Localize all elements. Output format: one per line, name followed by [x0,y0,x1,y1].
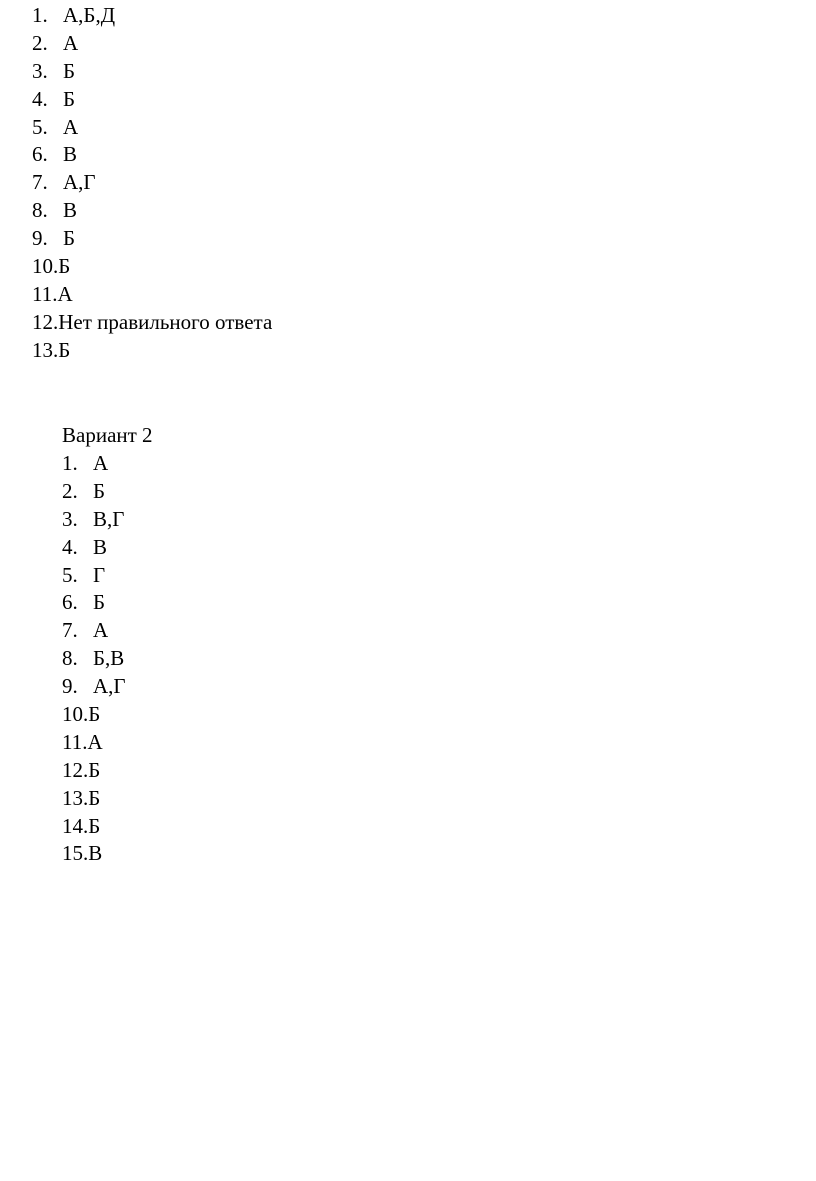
item-number: 5. [32,114,48,139]
item-answer: А,Г [63,170,96,195]
list-item [32,197,272,225]
item-answer: В [93,534,108,559]
item-answer: А [93,618,109,643]
item-number: 9. [62,674,78,699]
item-number: 15. [62,841,89,866]
answer-list-variant-2 [62,450,126,868]
item-answer: В [63,198,78,223]
list-item [62,729,126,757]
item-answer: Б [88,785,101,810]
item-number: 4. [32,86,48,111]
item-answer: Б [88,702,101,727]
list-item [62,673,126,701]
item-answer: Б [93,478,106,503]
item-number: 8. [32,198,48,223]
item-answer: Б [58,337,71,362]
list-item [32,114,272,142]
list-item [32,309,272,337]
list-item [62,478,126,506]
item-answer: Нет правильного ответа [58,309,273,334]
list-item [32,2,272,30]
list-item [32,58,272,86]
list-item [62,840,126,868]
list-item [62,757,126,785]
item-answer: Б [63,86,76,111]
list-item [32,30,272,58]
item-answer: Б [58,254,71,279]
list-item [62,617,126,645]
item-number: 11. [32,281,58,306]
list-item [62,701,126,729]
list-item [32,253,272,281]
list-item [32,337,272,365]
item-answer: Г [93,562,106,587]
item-answer: В [88,841,103,866]
item-number: 14. [62,813,89,838]
item-number: 11. [62,729,88,754]
item-number: 6. [32,142,48,167]
list-item [32,141,272,169]
item-number: 12. [62,757,89,782]
item-answer: А [87,729,103,754]
list-item [32,86,272,114]
list-item [62,813,126,841]
item-answer: А [57,281,73,306]
item-answer: А [63,30,79,55]
item-number: 2. [32,30,48,55]
list-item [62,534,126,562]
list-item [62,562,126,590]
item-number: 13. [62,785,89,810]
answer-list-variant-1 [32,2,272,365]
item-answer: Б,В [93,646,125,671]
item-number: 1. [32,3,48,27]
item-answer: В [63,142,78,167]
item-number: 3. [62,506,78,531]
item-number: 9. [32,226,48,251]
list-item [32,281,272,309]
list-item [62,450,126,478]
item-number: 6. [62,590,78,615]
item-number: 7. [32,170,48,195]
item-number: 5. [62,562,78,587]
list-item [32,169,272,197]
item-answer: А,Г [93,674,126,699]
variant-2-heading: Вариант 2 [62,423,153,447]
item-number: 1. [62,451,78,475]
item-answer: А [63,114,79,139]
item-number: 3. [32,58,48,83]
item-number: 12. [32,309,59,334]
item-number: 10. [32,254,59,279]
item-answer: Б [88,813,101,838]
list-item [62,645,126,673]
item-number: 7. [62,618,78,643]
item-answer: Б [63,58,76,83]
item-answer: Б [63,226,76,251]
item-answer: В,Г [93,506,125,531]
item-number: 2. [62,478,78,503]
item-answer: А,Б,Д [63,3,116,27]
item-number: 10. [62,702,89,727]
list-item [62,506,126,534]
item-answer: А [93,451,109,475]
list-item [62,589,126,617]
item-number: 13. [32,337,59,362]
list-item [62,785,126,813]
item-number: 4. [62,534,78,559]
list-item [32,225,272,253]
item-number: 8. [62,646,78,671]
item-answer: Б [93,590,106,615]
item-answer: Б [88,757,101,782]
